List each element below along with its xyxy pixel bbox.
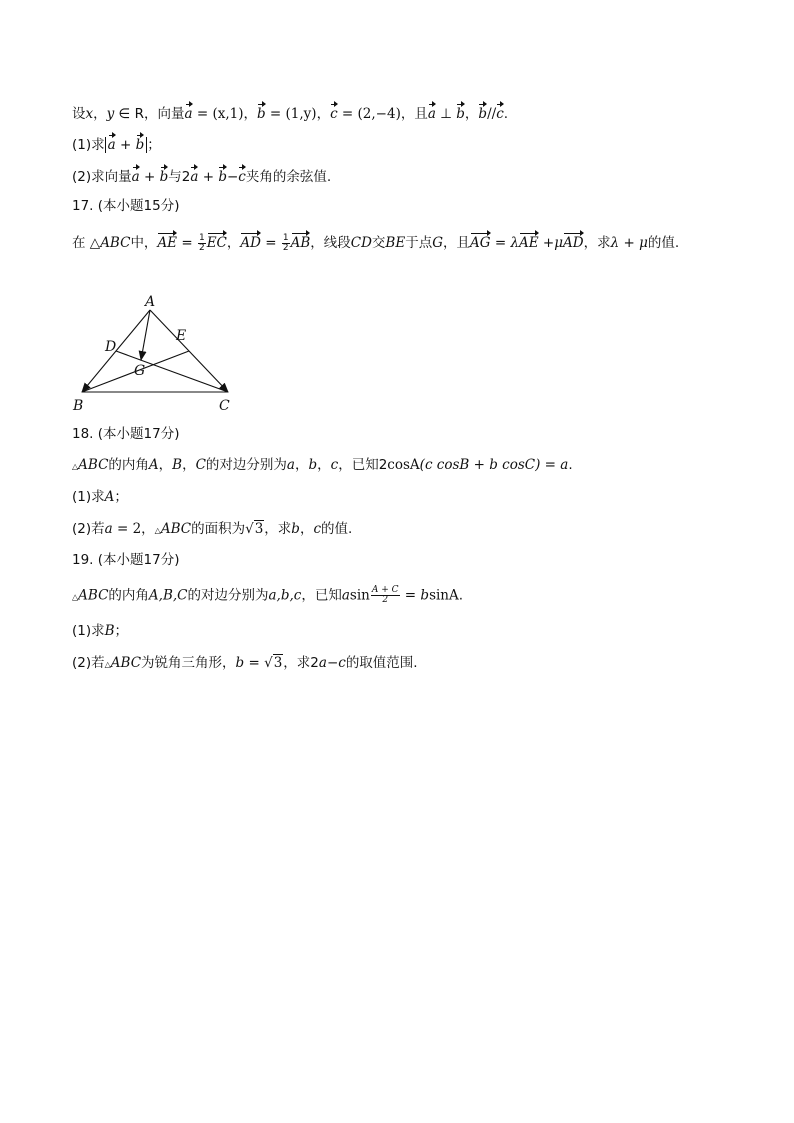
vector-a-value: = (x,1)，: [192, 106, 257, 122]
q17-text: 交: [371, 235, 386, 251]
vector-c-value: = (2,−4)，且: [337, 106, 428, 122]
vector-a: a: [132, 166, 140, 186]
sin-a: sinA: [429, 587, 459, 604]
q19-text: 的内角: [108, 587, 149, 604]
equation: (c cosB + b cosC) = a: [419, 457, 569, 473]
q18-text: 的内角: [108, 457, 149, 473]
q18-text: 的对边分别为: [205, 457, 287, 473]
side-b: b: [308, 457, 318, 473]
side-b: b: [291, 521, 300, 537]
plus: +: [538, 235, 555, 251]
equation: = 2，: [112, 521, 155, 537]
q19-sub1: [72, 622, 128, 640]
sin-function: sin: [349, 587, 370, 604]
fraction-denominator: 2: [282, 242, 289, 253]
triangle-name: ABC: [160, 521, 192, 537]
label-e: E: [176, 328, 187, 344]
vector-ae: AE: [519, 232, 539, 252]
q16-text: 设: [72, 106, 86, 122]
var-x: x: [85, 106, 94, 122]
q16-text: ，: [93, 106, 107, 122]
q18-sub2: [72, 520, 352, 540]
vector-a: a: [428, 103, 436, 123]
vector-ae: AE: [157, 232, 177, 252]
q18-header: 18. (本小题17分): [72, 426, 180, 442]
vector-ad: AD: [240, 232, 261, 252]
q16-text: ∈ R，向量: [114, 106, 185, 122]
sqrt-expression: √3: [245, 521, 264, 537]
q19-text: ，已知: [301, 587, 342, 604]
q17-text: 于点: [405, 235, 433, 251]
q19-text: .: [458, 587, 464, 604]
sub-label: (2)若: [72, 655, 105, 671]
vector-c: c: [238, 166, 246, 186]
q17-text: ，: [226, 235, 241, 251]
minus: −: [226, 169, 239, 185]
mu: μ: [554, 235, 564, 251]
q18-text: ，已知2: [338, 457, 388, 473]
q18-text: ，: [294, 457, 309, 473]
side-a: a: [286, 457, 295, 473]
q19-text: ，求2: [283, 655, 319, 671]
plus: +: [619, 235, 640, 251]
side-c: c: [313, 521, 321, 537]
sub-label: (1)求: [72, 489, 105, 505]
lambda: λ: [510, 235, 520, 251]
triangle-figure: [62, 292, 252, 417]
q16-sub1: [72, 134, 161, 154]
sub-label: (2)求向量: [72, 169, 132, 185]
q17-text: 中，: [130, 235, 158, 251]
perp-symbol: ⊥: [435, 106, 457, 122]
q18-sub1: [72, 488, 128, 506]
q16-text: ，: [464, 106, 479, 122]
var-y: y: [106, 106, 115, 122]
fraction-half-angle: [371, 586, 400, 605]
side-a: a: [104, 521, 113, 537]
radicand: 3: [273, 655, 283, 671]
q18-text: 的值.: [321, 521, 353, 537]
triangle-name: ABC: [110, 655, 142, 671]
vector-b: b: [478, 103, 487, 123]
triangle-name: ABC: [78, 587, 109, 604]
q16-sub2: [72, 166, 331, 186]
equals: =: [244, 655, 265, 671]
q18-text: .: [568, 457, 573, 473]
q17-statement: [72, 232, 679, 253]
vector-c: c: [330, 103, 338, 123]
angle-a: A: [104, 489, 115, 505]
vector-ag: AG: [470, 232, 491, 252]
equals: =: [260, 235, 281, 251]
q19-text: 的对边分别为: [187, 587, 269, 604]
vector-b: b: [257, 103, 266, 123]
triangle-name: ABC: [100, 235, 131, 251]
q18-text: ，: [317, 457, 331, 473]
plus: +: [115, 137, 136, 153]
plus: +: [198, 169, 219, 185]
equals: =: [490, 235, 511, 251]
angle-b: B: [172, 457, 183, 473]
label-c: C: [219, 398, 230, 414]
q18-text: ，: [299, 521, 314, 537]
q18-text: ，: [182, 457, 196, 473]
sub-label: (2)若: [72, 521, 105, 537]
angle-b: B: [104, 623, 115, 639]
q18-text: 的面积为: [191, 521, 246, 537]
vector-ec: EC: [207, 232, 227, 252]
vector-a: a: [108, 134, 116, 154]
expression: a−c: [318, 655, 346, 671]
mu: μ: [639, 235, 648, 251]
sub-label: (1)求: [72, 623, 105, 639]
vector-ad: AD: [563, 232, 584, 252]
vector-b: b: [218, 166, 227, 186]
q19-text: 的取值范围.: [345, 655, 418, 671]
segment-be: BE: [385, 235, 406, 251]
triangle-symbol: △: [104, 660, 111, 669]
q17-text: ，且: [443, 235, 470, 251]
vector-c: c: [496, 103, 504, 123]
equals: =: [177, 235, 197, 251]
angle-c: C: [195, 457, 206, 473]
triangle-symbol: △: [72, 592, 79, 602]
q17-text: ，线段: [310, 235, 351, 251]
q18-text: ，求: [264, 521, 292, 537]
q16-text: ；: [147, 137, 161, 153]
fraction-half: [198, 234, 206, 253]
vector-b: b: [456, 103, 465, 123]
segment-cd: CD: [350, 235, 372, 251]
fraction-denominator: 2: [382, 595, 389, 605]
q17-text: 的值.: [647, 235, 680, 251]
sub-label: (1)求: [72, 137, 105, 153]
point-g: G: [432, 235, 443, 251]
q19-statement: [72, 586, 463, 607]
triangle-symbol: △: [154, 526, 161, 535]
side-c: c: [330, 457, 339, 473]
sides-abc: a,b,c: [268, 587, 302, 604]
q19-text: 为锐角三角形，: [141, 655, 236, 671]
side-b: b: [235, 655, 245, 671]
q17-header: 17. (本小题15分): [72, 198, 180, 214]
vector-a: a: [190, 166, 198, 186]
vector-a: a: [185, 103, 193, 123]
vector-ab: AB: [291, 232, 311, 252]
vector-b-value: = (1,y)，: [265, 106, 331, 122]
triangle-name: ABC: [78, 457, 109, 473]
label-b: B: [73, 398, 84, 414]
q16-statement: [72, 103, 508, 123]
q17-text: 在 △: [72, 235, 101, 251]
fraction-denominator: 2: [198, 242, 205, 253]
q19-header: 19. (本小题17分): [72, 552, 180, 568]
sqrt-expression: √3: [264, 655, 283, 671]
q18-text: ，: [158, 457, 173, 473]
label-d: D: [105, 339, 117, 355]
q16-text: .: [503, 106, 509, 122]
q19-text: ；: [114, 623, 129, 639]
fraction-numerator: A + C: [371, 585, 399, 595]
angle-a: A: [148, 457, 159, 473]
lambda: λ: [610, 235, 620, 251]
q18-text: ；: [114, 489, 128, 505]
parallel-symbol: //: [487, 106, 497, 122]
fraction-numerator: 1: [282, 232, 289, 243]
side-a: a: [341, 587, 350, 604]
label-g: G: [134, 363, 146, 379]
angles-abc: A,B,C: [148, 587, 188, 604]
radicand: 3: [254, 521, 264, 537]
equation: = b: [400, 587, 430, 604]
q16-text: 与2: [168, 169, 191, 185]
q16-text: 夹角的余弦值.: [245, 169, 332, 185]
vector-ag-arrow: [141, 310, 150, 360]
plus: +: [139, 169, 160, 185]
fraction-half: [282, 234, 290, 253]
triangle-symbol: △: [72, 462, 79, 471]
fraction-numerator: 1: [198, 232, 205, 243]
vector-b: b: [160, 166, 169, 186]
q19-sub2: [72, 654, 418, 674]
q18-statement: [72, 456, 573, 476]
cos-a: cosA: [387, 457, 420, 473]
q17-text: ，求: [583, 235, 611, 251]
vector-b: b: [136, 134, 145, 154]
label-a: A: [145, 294, 156, 310]
